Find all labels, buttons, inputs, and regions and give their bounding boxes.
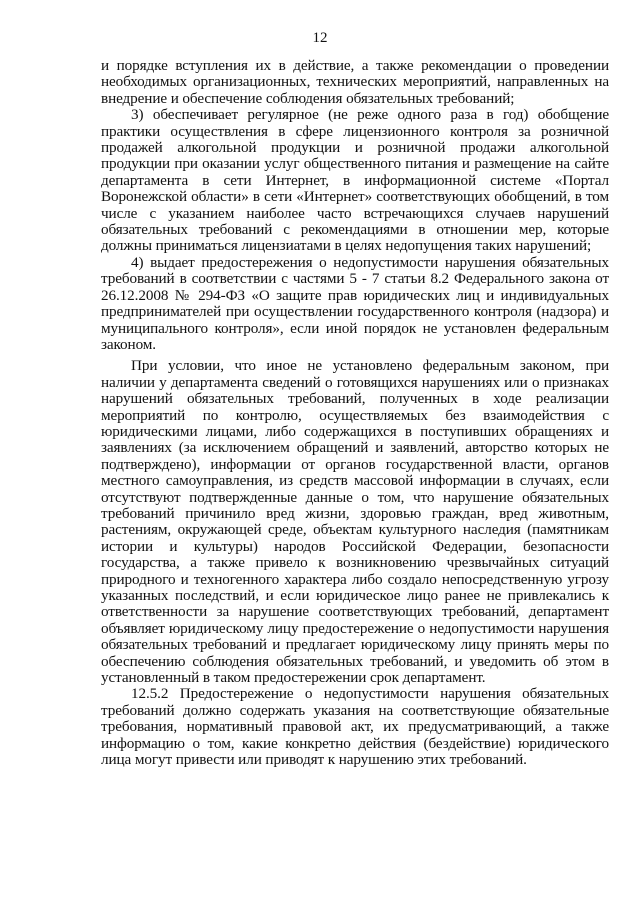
paragraph-continuation: и порядке вступления их в действие, а также рекомендации о проведении необходимых организационных, технических мероприятий, направленных на внедрение и обеспечение соблюдения обязательных требований; (101, 57, 609, 107)
document-body (101, 58, 609, 768)
page-number: 12 (312, 30, 328, 46)
paragraph-12-5-2: 12.5.2 Предостережение о недопустимости нарушения обязательных требований должно содержать указания на соответствующие обязательные требования, нормативный правовой акт, их предусматривающий, а также информацию о том, какие конкретно действия (бездействие) юридического лица могут привести или приводят к нарушению этих требований. (101, 685, 609, 769)
paragraph-warning-conditions: При условии, что иное не установлено федеральным законом, при наличии у департамента сведений о готовящихся нарушениях или о признаках нарушений обязательных требований, полученных в ходе реализации мероприятий по контролю, осуществляемых без взаимодействия с юридическими лицами, либо содержащихся в поступивших обращениях и заявлениях (за исключением обращений и заявлений, авторство которых не подтверждено), информации от органов государственной власти, органов местного самоуправления, из средств массовой информации в случаях, если отсутствуют подтвержденные данные о том, что нарушение обязательных требований причинило вред жизни, здоровью граждан, вред животным, растениям, окружающей среде, объектам культурного наследия (памятникам истории и культуры) народов Российской Федерации, безопасности государства, а также привело к возникновению чрезвычайных ситуаций природного и техногенного характера либо создало непосредственную угрозу указанных последствий, и если юридическое лицо ранее не привлекались к ответственности за нарушение соответствующих требований, департамент объявляет юридическому лицу предостережение о недопустимости нарушения обязательных требований и предлагает юридическому лицу принять меры по обеспечению соблюдения обязательных требований, и уведомить об этом в установленный в таком предостережении срок департамент. (101, 357, 609, 687)
paragraph-item-3: 3) обеспечивает регулярное (не реже одного раза в год) обобщение практики осуществления в сфере лицензионного контроля за розничной продажей алкогольной продукции и розничной продажи алкогольной продукции при оказании услуг общественного питания и размещение на сайте департамента в сети Интернет, в информационной системе «Портал Воронежской области» в сети «Интернет» соответствующих обобщений, в том числе с указанием наиболее часто встречающихся случаев нарушений обязательных требований с рекомендациями в отношении мер, которые должны приниматься лицензиатами в целях недопущения таких нарушений; (101, 106, 609, 255)
paragraph-item-4: 4) выдает предостережения о недопустимости нарушения обязательных требований в соответствии с частями 5 - 7 статьи 8.2 Федерального закона от 26.12.2008 № 294-ФЗ «О защите прав юридических лиц и индивидуальных предпринимателей при осуществлении государственного контроля (надзора) и муниципального контроля», если иной порядок не установлен федеральным законом. (101, 253, 609, 353)
